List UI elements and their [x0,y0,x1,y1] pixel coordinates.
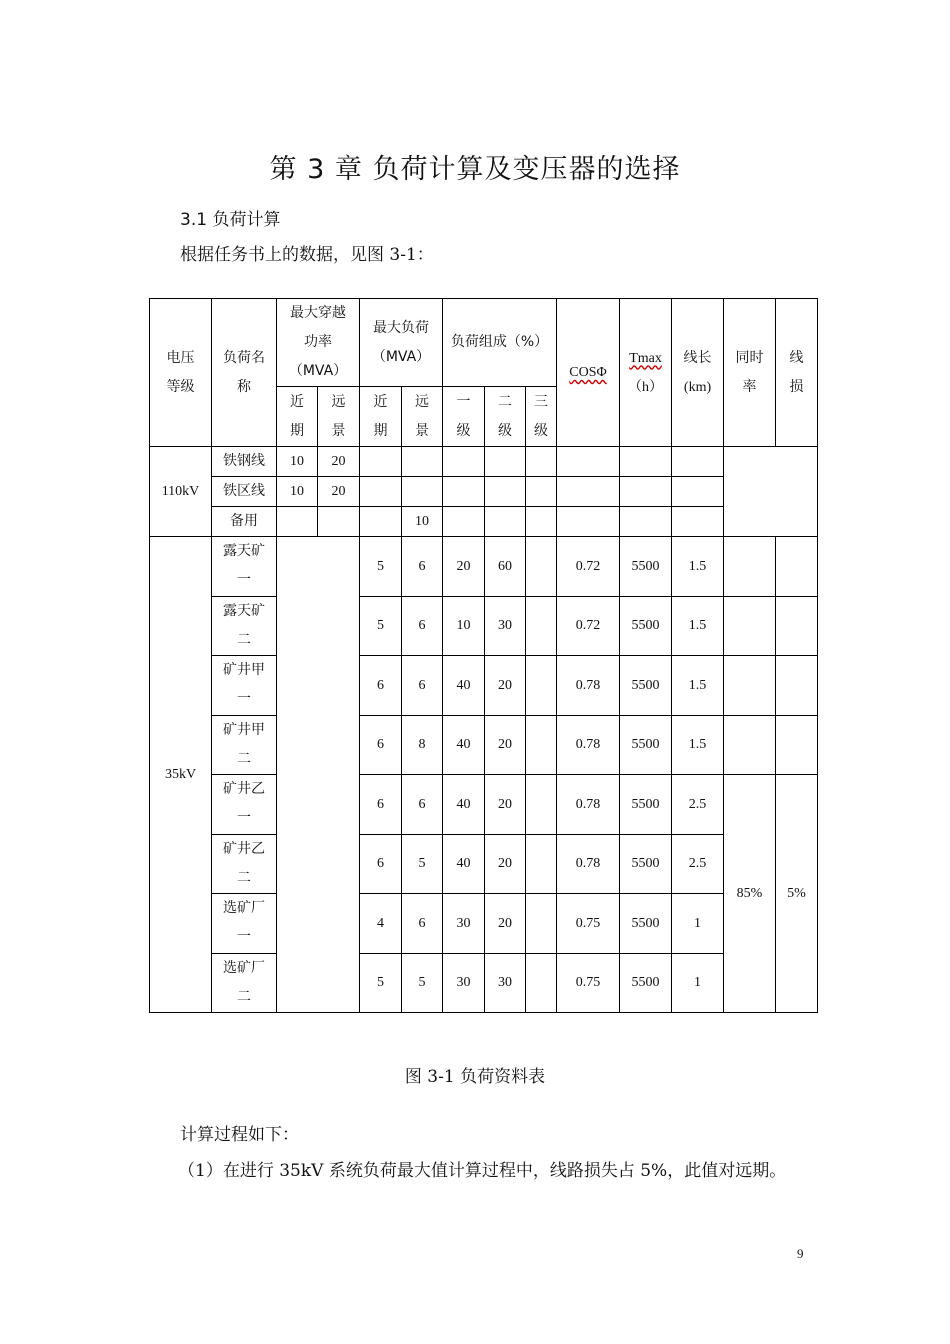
header-load-far: 远 景 [402,387,443,447]
simultaneity-cell: 85% [724,775,776,1013]
grade-3-cell [526,775,557,835]
empty-cell [443,507,485,537]
load-name-cell: 铁钢线 [212,447,277,477]
load-far-cell: 5 [402,834,443,894]
header-simultaneity: 同时 率 [724,299,776,447]
empty-cell [672,447,724,477]
intro-text: 根据任务书上的数据，见图 3-1： [180,245,434,265]
load-far-cell [402,447,443,477]
load-far-cell: 6 [402,775,443,835]
grade-1-cell: 10 [443,596,485,656]
through-near-cell [277,507,318,537]
load-name-cell: 铁区线 [212,477,277,507]
table-row-35kv [150,834,818,894]
load-far-cell [402,477,443,507]
tmax-cell: 5500 [620,775,672,835]
through-far-cell: 20 [318,447,360,477]
header-load-composition: 负荷组成（%） [443,299,557,387]
grade-1-cell: 40 [443,775,485,835]
empty-cell [557,447,620,477]
grade-1-cell: 40 [443,715,485,775]
page-number: 9 [797,1246,804,1261]
cos-phi-cell: 0.75 [557,894,620,954]
load-name-cell: 露天矿 二 [212,596,277,656]
header-grade-3: 三 级 [526,387,557,447]
grade-3-cell [526,715,557,775]
tmax-cell: 5500 [620,894,672,954]
empty-cell [526,507,557,537]
header-through-far: 远 景 [318,387,360,447]
grade-3-cell [526,953,557,1013]
tmax-cell: 5500 [620,715,672,775]
line-loss-empty-cell [776,715,818,775]
line-loss-empty-cell [776,537,818,597]
simultaneity-empty-cell [724,656,776,716]
grade-3-cell [526,656,557,716]
through-near-cell: 10 [277,447,318,477]
load-far-cell: 6 [402,656,443,716]
load-name-cell: 矿井甲 二 [212,715,277,775]
empty-cell [526,477,557,507]
load-far-cell: 6 [402,894,443,954]
load-name-cell: 露天矿 一 [212,537,277,597]
empty-cell [443,447,485,477]
line-length-cell: 1.5 [672,715,724,775]
empty-cell [485,447,526,477]
load-near-cell [360,477,402,507]
grade-2-cell: 60 [485,537,526,597]
empty-cell [443,477,485,507]
line-loss-empty-cell [776,596,818,656]
empty-merged-cell [724,447,818,537]
grade-1-cell: 30 [443,894,485,954]
empty-cell [526,447,557,477]
load-name-cell: 选矿厂 二 [212,953,277,1013]
load-far-cell: 6 [402,537,443,597]
tmax-cell: 5500 [620,953,672,1013]
cos-phi-cell: 0.75 [557,953,620,1013]
header-cos-phi: COSΦ [557,299,620,447]
load-far-cell: 10 [402,507,443,537]
through-power-empty-cell [277,537,360,1013]
load-name-cell: 备用 [212,507,277,537]
grade-2-cell: 30 [485,596,526,656]
load-data-table [149,298,818,1013]
empty-cell [620,447,672,477]
header-load-name: 负荷名 称 [212,299,277,447]
grade-2-cell: 20 [485,894,526,954]
voltage-35kv-cell: 35kV [150,537,212,1013]
cos-phi-cell: 0.78 [557,656,620,716]
table-row-110kv [150,507,818,537]
grade-1-cell: 20 [443,537,485,597]
empty-cell [557,507,620,537]
header-line-loss: 线 损 [776,299,818,447]
through-near-cell: 10 [277,477,318,507]
load-name-cell: 矿井乙 一 [212,775,277,835]
cos-phi-cell: 0.72 [557,537,620,597]
line-length-cell: 1 [672,953,724,1013]
load-near-cell: 5 [360,596,402,656]
section-heading: 3.1 负荷计算 [180,210,281,230]
table-row-35kv [150,775,818,835]
line-length-cell: 1.5 [672,537,724,597]
load-name-cell: 选矿厂 一 [212,894,277,954]
grade-2-cell: 20 [485,775,526,835]
line-loss-empty-cell [776,656,818,716]
tmax-cell: 5500 [620,596,672,656]
header-grade-2: 二 级 [485,387,526,447]
calculation-intro: 计算过程如下： [180,1125,299,1145]
header-max-through-power: 最大穿越 功率 （MVA） [277,299,360,387]
line-length-cell: 1 [672,894,724,954]
line-length-cell: 2.5 [672,834,724,894]
load-near-cell [360,447,402,477]
chapter-title: 第 3 章 负荷计算及变压器的选择 [269,154,681,185]
calculation-step-1: （1）在进行 35kV 系统负荷最大值计算过程中，线路损失占 5%，此值对远期。 [178,1161,787,1181]
header-load-near: 近 期 [360,387,402,447]
grade-1-cell: 30 [443,953,485,1013]
line-length-cell: 1.5 [672,656,724,716]
table-row-35kv [150,894,818,954]
table-row-35kv [150,715,818,775]
load-name-cell: 矿井乙 二 [212,834,277,894]
table-row-35kv [150,537,818,597]
cos-phi-cell: 0.78 [557,775,620,835]
voltage-110kv-cell: 110kV [150,447,212,537]
table-row-110kv [150,477,818,507]
grade-2-cell: 20 [485,715,526,775]
table-row-35kv [150,953,818,1013]
load-far-cell: 6 [402,596,443,656]
empty-cell [672,477,724,507]
empty-cell [672,507,724,537]
load-near-cell: 6 [360,834,402,894]
simultaneity-empty-cell [724,537,776,597]
cos-phi-cell: 0.72 [557,596,620,656]
tmax-cell: 5500 [620,656,672,716]
empty-cell [620,477,672,507]
empty-cell [485,507,526,537]
load-near-cell [360,507,402,537]
through-far-cell: 20 [318,477,360,507]
empty-cell [485,477,526,507]
grade-2-cell: 30 [485,953,526,1013]
cos-phi-cell: 0.78 [557,834,620,894]
simultaneity-empty-cell [724,596,776,656]
header-max-load: 最大负荷 （MVA） [360,299,443,387]
load-near-cell: 6 [360,656,402,716]
empty-cell [557,477,620,507]
header-grade-1: 一 级 [443,387,485,447]
grade-1-cell: 40 [443,656,485,716]
load-near-cell: 6 [360,775,402,835]
grade-3-cell [526,834,557,894]
header-voltage: 电压 等级 [150,299,212,447]
tmax-cell: 5500 [620,537,672,597]
grade-2-cell: 20 [485,834,526,894]
load-far-cell: 5 [402,953,443,1013]
header-tmax: Tmax （h） [620,299,672,447]
grade-3-cell [526,537,557,597]
table-caption: 图 3-1 负荷资料表 [404,1067,546,1087]
load-near-cell: 5 [360,953,402,1013]
tmax-cell: 5500 [620,834,672,894]
table-row-110kv [150,447,818,477]
line-loss-cell: 5% [776,775,818,1013]
header-line-length: 线长 (km) [672,299,724,447]
simultaneity-empty-cell [724,715,776,775]
line-length-cell: 2.5 [672,775,724,835]
grade-3-cell [526,894,557,954]
load-near-cell: 4 [360,894,402,954]
header-through-near: 近 期 [277,387,318,447]
table-row-35kv [150,656,818,716]
header-row-1 [150,299,818,387]
load-far-cell: 8 [402,715,443,775]
line-length-cell: 1.5 [672,596,724,656]
grade-2-cell: 20 [485,656,526,716]
table-row-35kv [150,596,818,656]
load-name-cell: 矿井甲 一 [212,656,277,716]
load-near-cell: 6 [360,715,402,775]
load-near-cell: 5 [360,537,402,597]
empty-cell [620,507,672,537]
cos-phi-cell: 0.78 [557,715,620,775]
through-far-cell [318,507,360,537]
grade-1-cell: 40 [443,834,485,894]
grade-3-cell [526,596,557,656]
